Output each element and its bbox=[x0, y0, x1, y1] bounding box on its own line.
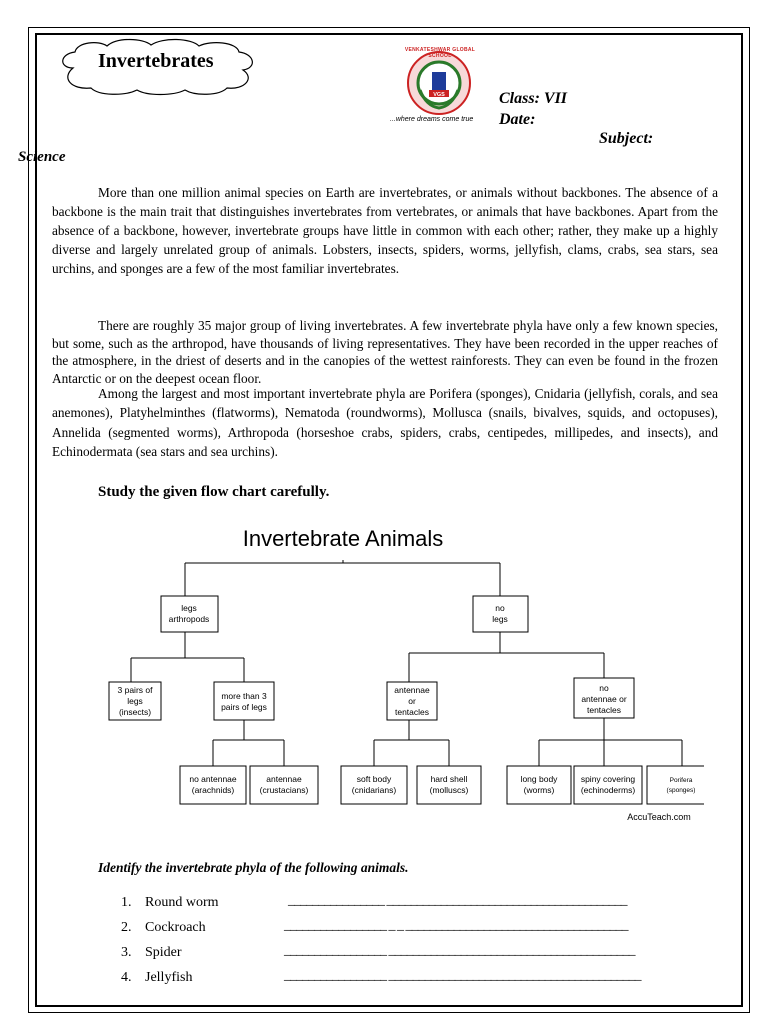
paragraph-2: There are roughly 35 major group of living invertebrates. A few invertebrate phyla have only a few known species, but some, such as the arthropod, have thousands of living representatives. They have been recorded in the upper reaches of the atmosphere, in the driest of deserts and in the canopies of the wettest rainforests. They can even be found in the frozen Antarctic or on the deepest ocean floor. bbox=[52, 318, 718, 386]
svg-text:(insects): (insects) bbox=[118, 707, 152, 717]
answer-blank[interactable]: ________________ ________________________________________ bbox=[288, 893, 627, 908]
svg-text:no: no bbox=[495, 603, 505, 613]
svg-text:tentacles: tentacles bbox=[394, 707, 430, 717]
svg-text:(crustacians): (crustacians) bbox=[259, 785, 309, 795]
study-prompt: Study the given flow chart carefully. bbox=[98, 484, 330, 500]
svg-text:legs: legs bbox=[492, 614, 508, 624]
svg-text:long body: long body bbox=[520, 774, 558, 784]
svg-text:(echinoderms): (echinoderms) bbox=[580, 785, 636, 795]
svg-text:legs: legs bbox=[127, 696, 143, 706]
subject-value: Science bbox=[18, 149, 66, 165]
flowchart-title: Invertebrate Animals bbox=[242, 526, 444, 551]
flowchart-connectors bbox=[131, 560, 682, 766]
node-more-than-3-pairs bbox=[214, 682, 274, 720]
exercise-item: 4. Jellyfish bbox=[121, 970, 193, 985]
exercise-item: 2. Cockroach bbox=[121, 920, 206, 935]
answer-blank[interactable]: _________________ __________________________________________ bbox=[284, 968, 641, 983]
exercise-item: 3. Spider bbox=[121, 945, 182, 960]
logo-initials: VGS bbox=[433, 92, 445, 98]
svg-text:legs: legs bbox=[181, 603, 197, 613]
svg-text:hard shell: hard shell bbox=[430, 774, 468, 784]
phyla-paragraph bbox=[52, 384, 718, 461]
svg-text:or: or bbox=[408, 696, 416, 706]
svg-text:3 pairs of: 3 pairs of bbox=[117, 685, 153, 695]
paragraph-1: More than one million animal species on Earth are invertebrates, or animals without backbones. The absence of a backbone is the main trait that distinguishes invertebrates from vertebrates, or animals that have backbones. Apart from the absence of a backbone, however, invertebrate groups have little in common with each other; rather, they make up a highly diverse and largely unrelated group of animals. Lobsters, insects, spiders, worms, jellyfish, clams, crabs, sea stars, sea urchins, and sponges are a few of the most familiar invertebrates. bbox=[52, 185, 718, 276]
svg-text:(worms): (worms) bbox=[523, 785, 555, 795]
invertebrate-flowchart bbox=[104, 518, 704, 830]
subject-label: Subject: bbox=[599, 130, 654, 147]
svg-text:arthropods: arthropods bbox=[168, 614, 210, 624]
svg-text:antennae: antennae bbox=[266, 774, 302, 784]
flowchart-credit: AccuTeach.com bbox=[627, 812, 691, 822]
svg-text:(sponges): (sponges) bbox=[666, 787, 696, 794]
date-label: Date: bbox=[499, 111, 536, 128]
svg-text:no: no bbox=[599, 683, 609, 693]
exercise-instruction: Identify the invertebrate phyla of the following animals. bbox=[98, 860, 409, 875]
svg-text:Porifera: Porifera bbox=[669, 777, 693, 784]
svg-text:(cnidarians): (cnidarians) bbox=[351, 785, 397, 795]
paragraph-3: Among the largest and most important invertebrate phyla are Porifera (sponges), Cnidaria (jellyfish, corals, and sea anemones), Platyhelminthes (flatworms), Nematoda (roundworms), Mollusca (snails, bivalves, squids, and octopuses), Annelida (segmented worms), Arthropoda (horseshoe crabs, spiders, crabs, centipedes, millipedes, and insects), and Echinodermata (sea stars and sea urchins). bbox=[52, 386, 718, 459]
intro-paragraph bbox=[52, 183, 718, 278]
distribution-paragraph bbox=[52, 317, 718, 387]
answer-blank[interactable]: _________________ _________________________________________ bbox=[284, 943, 635, 958]
logo-tagline: ...where dreams come true bbox=[390, 116, 474, 123]
svg-text:no antennae: no antennae bbox=[189, 774, 237, 784]
svg-text:(arachnids): (arachnids) bbox=[191, 785, 235, 795]
page-title: Invertebrates bbox=[98, 50, 214, 72]
svg-text:antennae: antennae bbox=[394, 685, 430, 695]
class-label: Class: VII bbox=[499, 90, 568, 107]
svg-text:pairs of legs: pairs of legs bbox=[221, 702, 267, 712]
svg-text:soft body: soft body bbox=[356, 774, 392, 784]
school-logo-emblem bbox=[406, 50, 472, 116]
logo-ring-text: VENKATESHWAR GLOBAL SCHOOL bbox=[404, 47, 476, 59]
svg-text:(molluscs): (molluscs) bbox=[429, 785, 469, 795]
svg-text:antennae or: antennae or bbox=[581, 694, 627, 704]
node-porifera bbox=[647, 766, 704, 804]
answer-blank[interactable]: _________________ _ _ _____________________________________ bbox=[284, 918, 628, 933]
svg-text:tentacles: tentacles bbox=[586, 705, 622, 715]
exercise-item: 1. Round worm bbox=[121, 895, 219, 910]
svg-text:more than 3: more than 3 bbox=[221, 691, 267, 701]
svg-text:spiny covering: spiny covering bbox=[580, 774, 636, 784]
